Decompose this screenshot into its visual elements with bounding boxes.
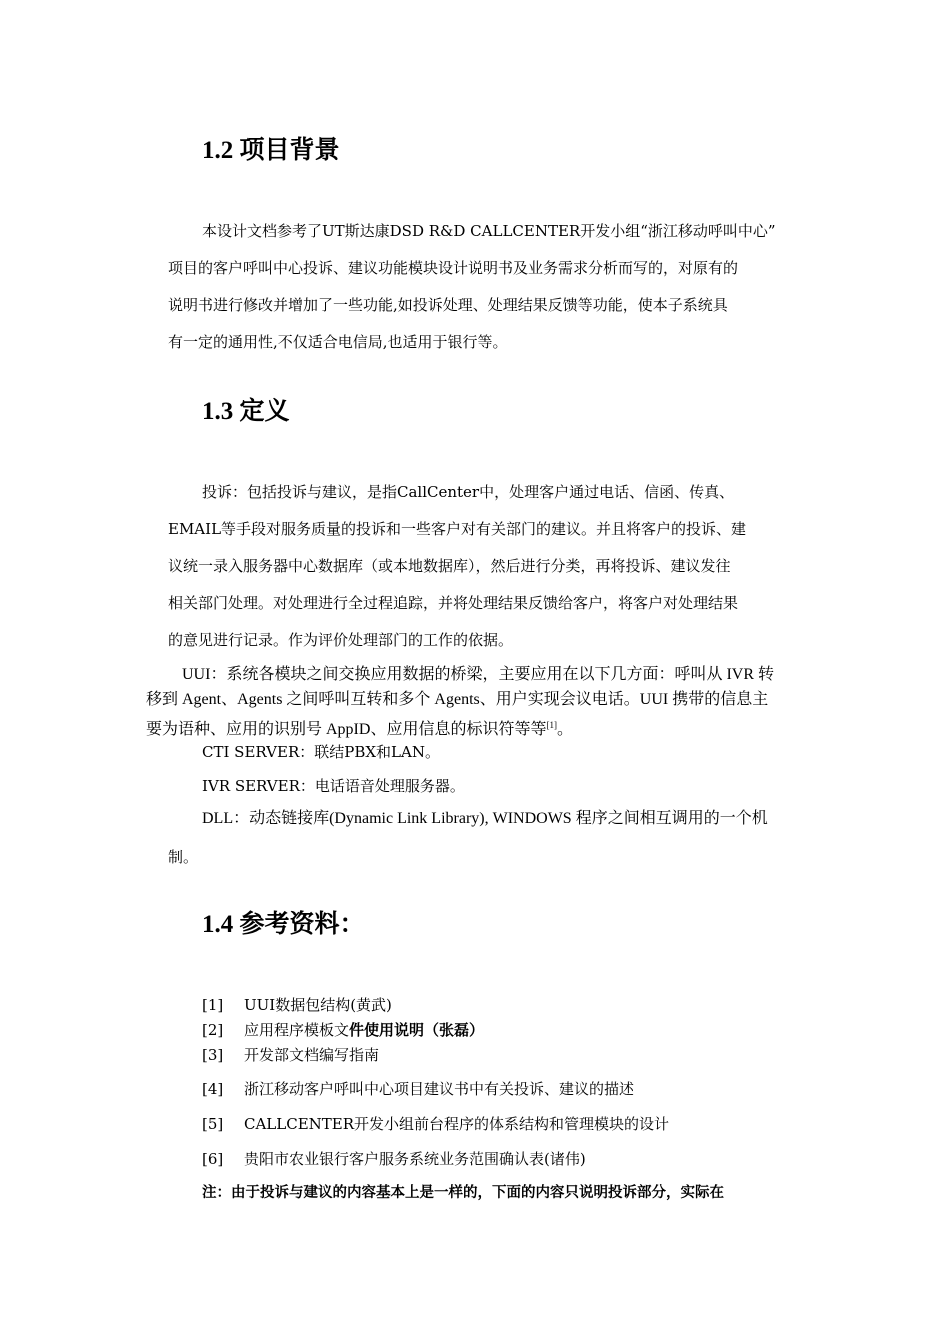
- reference-number: [5]: [202, 1115, 224, 1133]
- reference-text: 贵阳市农业银行客户服务系统业务范围确认表(诸伟): [244, 1150, 586, 1168]
- reference-text: 开发部文档编写指南: [244, 1046, 380, 1064]
- dll-line-2: 制。: [168, 848, 199, 866]
- reference-text: 浙江移动客户呼叫中心项目建议书中有关投诉、建议的描述: [244, 1080, 635, 1098]
- reference-text: 应用程序模板文: [244, 1021, 350, 1039]
- heading-project-background: 1.2 项目背景: [202, 137, 340, 164]
- uui-line-3: [146, 714, 573, 741]
- complaint-line-3: 议统一录入服务器中心数据库（或本地数据库），然后进行分类，再将投诉、建议发往: [168, 557, 731, 575]
- reference-item: [202, 1113, 669, 1135]
- complaint-line-4: 相关部门处理。对处理进行全过程追踪，并将处理结果反馈给客户，将客户对处理结果: [168, 594, 739, 612]
- reference-item: [202, 1044, 379, 1066]
- ivr-server-definition: IVR SERVER：电话语音处理服务器。: [202, 777, 465, 795]
- background-line-4: 有一定的通用性,不仅适合电信局,也适用于银行等。: [168, 333, 508, 351]
- reference-number: [2]: [202, 1021, 224, 1039]
- background-line-3: 说明书进行修改并增加了一些功能,如投诉处理、处理结果反馈等功能，使本子系统具: [168, 296, 728, 314]
- reference-item: [202, 1078, 634, 1100]
- reference-text: CALLCENTER开发小组前台程序的体系结构和管理模块的设计: [244, 1115, 670, 1133]
- reference-item: [202, 994, 392, 1016]
- uui-line-2: 移到 Agent、Agents 之间呼叫互转和多个 Agents、用户实现会议电话。UUI 携带的信息主: [146, 691, 769, 708]
- heading-definitions: 1.3 定义: [202, 398, 290, 425]
- reference-number: [6]: [202, 1150, 224, 1168]
- background-line-2: 项目的客户呼叫中心投诉、建议功能模块设计说明书及业务需求分析而写的，对原有的: [168, 259, 739, 277]
- dll-line-1: DLL：动态链接库(Dynamic Link Library), WINDOWS 程序之间相互调用的一个机: [202, 810, 768, 827]
- background-line-1: 本设计文档参考了UT斯达康DSD R&D CALLCENTER开发小组“浙江移动呼叫中心”: [202, 222, 776, 240]
- note-text: 注：由于投诉与建议的内容基本上是一样的，下面的内容只说明投诉部分，实际在: [202, 1185, 724, 1201]
- reference-number: [4]: [202, 1080, 224, 1098]
- uui-line-3-end: 。: [556, 721, 573, 738]
- reference-number: [1]: [202, 996, 224, 1014]
- reference-text: UUI数据包结构(黄武): [244, 996, 392, 1014]
- reference-item: [202, 1148, 586, 1170]
- reference-number: [3]: [202, 1046, 224, 1064]
- heading-references: 1.4 参考资料：: [202, 911, 365, 938]
- complaint-line-2: EMAIL等手段对服务质量的投诉和一些客户对有关部门的建议。并且将客户的投诉、建: [168, 520, 747, 538]
- uui-line-3-text: 要为语种、应用的识别号 AppID、应用信息的标识符等等: [146, 721, 547, 738]
- citation-superscript: [1]: [546, 720, 557, 730]
- complaint-line-5: 的意见进行记录。作为评价处理部门的工作的依据。: [168, 631, 514, 649]
- reference-text-bold: 件使用说明（张磊）: [349, 1021, 485, 1039]
- complaint-line-1: 投诉：包括投诉与建议，是指CallCenter中，处理客户通过电话、信函、传真、: [202, 483, 735, 501]
- cti-server-definition: CTI SERVER：联结PBX和LAN。: [202, 743, 440, 761]
- uui-line-1: UUI：系统各模块之间交换应用数据的桥梁，主要应用在以下几方面：呼叫从 IVR 转: [182, 666, 774, 683]
- reference-item: [202, 1019, 484, 1041]
